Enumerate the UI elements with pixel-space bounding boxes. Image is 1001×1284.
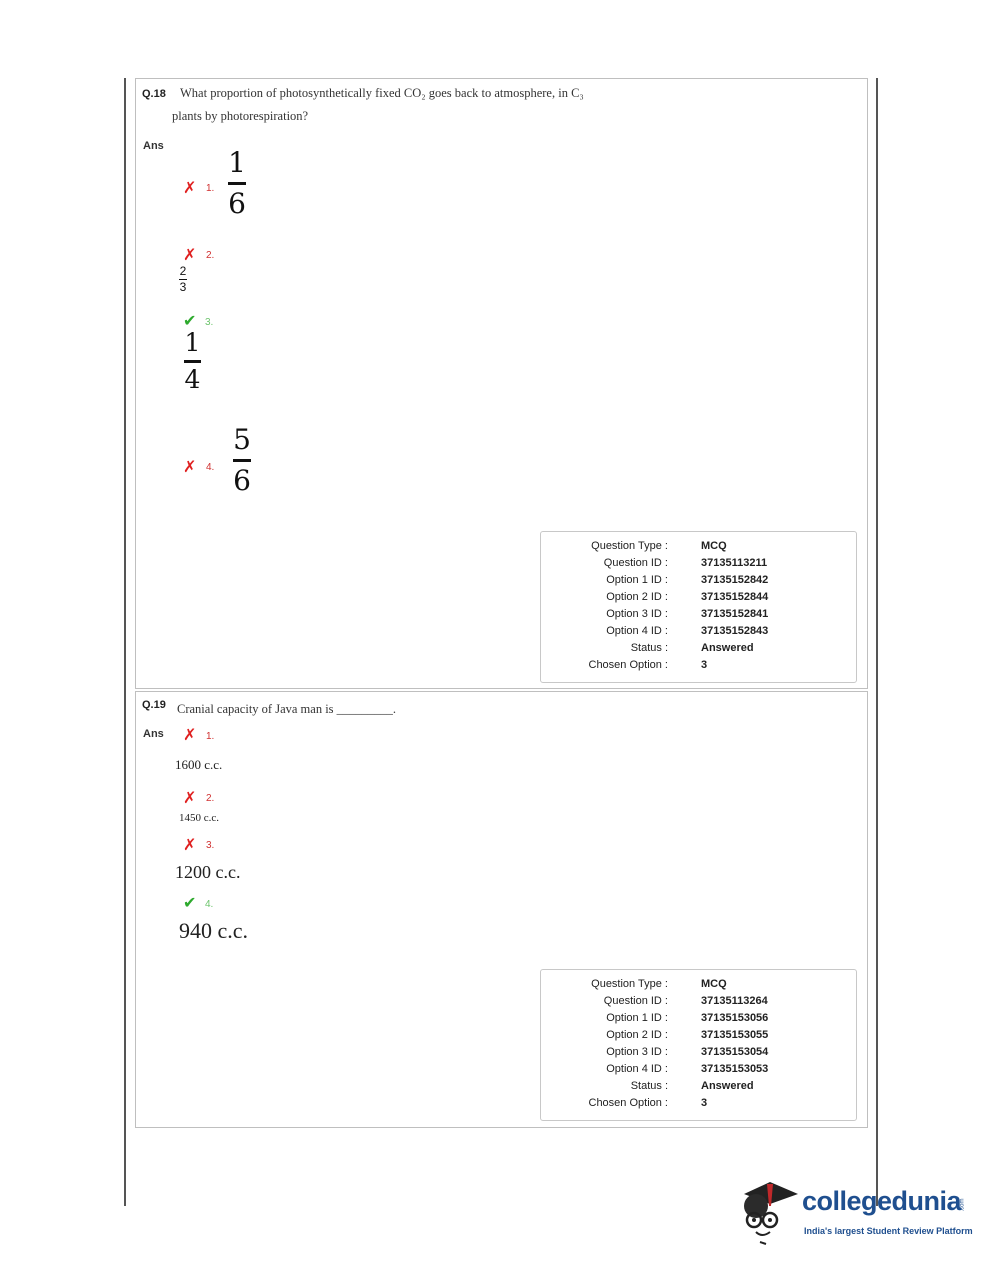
info-value: 37135113211 <box>701 557 768 569</box>
fraction-denominator: 6 <box>233 464 251 497</box>
info-value: 37135152844 <box>701 591 769 603</box>
fraction-numerator: 2 <box>179 264 187 278</box>
cross-icon: ✗ <box>183 725 197 744</box>
option-2-text: 1450 c.c. <box>179 812 220 824</box>
info-value: Answered <box>701 642 754 654</box>
option-number: 3. <box>205 317 214 328</box>
info-key: Chosen Option : <box>588 659 668 671</box>
info-value: Answered <box>701 1080 754 1092</box>
option-number: 2. <box>206 793 215 804</box>
info-key: Question Type : <box>591 540 668 552</box>
option-number: 3. <box>206 840 215 851</box>
info-row <box>541 557 856 574</box>
info-row <box>541 608 856 625</box>
option-3-fraction <box>184 330 201 393</box>
option-4-fraction <box>233 425 251 496</box>
info-key: Option 4 ID : <box>606 625 668 637</box>
option-2-fraction <box>179 265 187 294</box>
info-row <box>541 1029 856 1046</box>
question-number: Q.18 <box>142 88 166 100</box>
info-row <box>541 625 856 642</box>
info-value: 37135153055 <box>701 1029 769 1041</box>
question-text-continued: plants by photorespiration? <box>172 109 309 123</box>
fraction-bar <box>184 360 201 363</box>
cross-icon: ✗ <box>183 178 197 197</box>
info-value: 37135153056 <box>701 1012 769 1024</box>
fraction-bar <box>233 459 251 462</box>
info-value: 3 <box>701 659 708 671</box>
option-4-text: 940 c.c. <box>179 918 249 943</box>
question-info-panel <box>540 531 857 683</box>
check-icon: ✔ <box>183 311 197 330</box>
fraction-denominator: 3 <box>179 280 187 294</box>
cross-icon: ✗ <box>183 245 197 264</box>
info-key: Option 2 ID : <box>606 591 668 603</box>
logo-tagline: India's largest Student Review Platform <box>804 1226 973 1236</box>
page-right-border <box>876 78 878 1206</box>
info-row <box>541 995 856 1012</box>
info-value: 37135152841 <box>701 608 769 620</box>
info-key: Option 4 ID : <box>606 1063 668 1075</box>
info-row <box>541 1063 856 1080</box>
info-row <box>541 1046 856 1063</box>
info-key: Chosen Option : <box>588 1097 668 1109</box>
info-value: 37135153054 <box>701 1046 769 1058</box>
cross-icon: ✗ <box>183 835 197 854</box>
fraction-denominator: 6 <box>228 187 246 220</box>
info-value: 37135153053 <box>701 1063 769 1075</box>
option-number: 1. <box>206 183 215 194</box>
info-row <box>541 574 856 591</box>
info-key: Question ID : <box>603 995 668 1007</box>
info-key: Option 3 ID : <box>606 608 668 620</box>
info-row <box>541 1080 856 1097</box>
question-text: Cranial capacity of Java man is _________. <box>177 702 397 716</box>
info-value: MCQ <box>701 978 727 990</box>
info-row <box>541 1012 856 1029</box>
option-number: 4. <box>206 462 215 473</box>
info-value: MCQ <box>701 540 727 552</box>
option-3-text: 1200 c.c. <box>175 862 241 882</box>
fraction-denominator: 4 <box>184 365 201 394</box>
answer-label: Ans <box>143 140 164 152</box>
info-row <box>541 659 856 676</box>
fraction-numerator: 1 <box>184 328 201 357</box>
info-key: Option 1 ID : <box>606 1012 668 1024</box>
fraction-numerator: 5 <box>233 423 251 456</box>
cross-icon: ✗ <box>183 788 197 807</box>
option-number: 1. <box>206 731 215 742</box>
option-number: 4. <box>205 899 214 910</box>
info-value: 37135152842 <box>701 574 769 586</box>
option-1-fraction <box>228 148 246 219</box>
info-value: 3 <box>701 1097 708 1109</box>
info-row <box>541 978 856 995</box>
info-key: Status : <box>630 642 668 654</box>
info-row <box>541 642 856 659</box>
fraction-bar <box>228 182 246 185</box>
info-key: Status : <box>630 1080 668 1092</box>
question-info-panel <box>540 969 857 1121</box>
mascot-icon <box>740 1176 800 1246</box>
option-1-text: 1600 c.c. <box>175 757 223 772</box>
info-key: Option 3 ID : <box>606 1046 668 1058</box>
info-row <box>541 1097 856 1114</box>
info-key: Question Type : <box>591 978 668 990</box>
info-row <box>541 540 856 557</box>
question-number: Q.19 <box>142 699 166 711</box>
info-key: Option 1 ID : <box>606 574 668 586</box>
collegedunia-logo <box>740 1176 980 1256</box>
fraction-numerator: 1 <box>228 146 246 179</box>
option-number: 2. <box>206 250 215 261</box>
check-icon: ✔ <box>183 893 197 912</box>
info-value: 37135113264 <box>701 995 768 1007</box>
info-key: Option 2 ID : <box>606 1029 668 1041</box>
answer-label: Ans <box>143 728 164 740</box>
info-key: Question ID : <box>603 557 668 569</box>
info-row <box>541 591 856 608</box>
logo-suffix: .com <box>959 1198 966 1212</box>
logo-wordmark: collegedunia <box>802 1186 962 1216</box>
cross-icon: ✗ <box>183 457 197 476</box>
question-text: What proportion of photosynthetically fixed CO₂ goes back to atmosphere, in C₃ <box>180 86 584 100</box>
info-value: 37135152843 <box>701 625 769 637</box>
page-left-border <box>124 78 126 1206</box>
